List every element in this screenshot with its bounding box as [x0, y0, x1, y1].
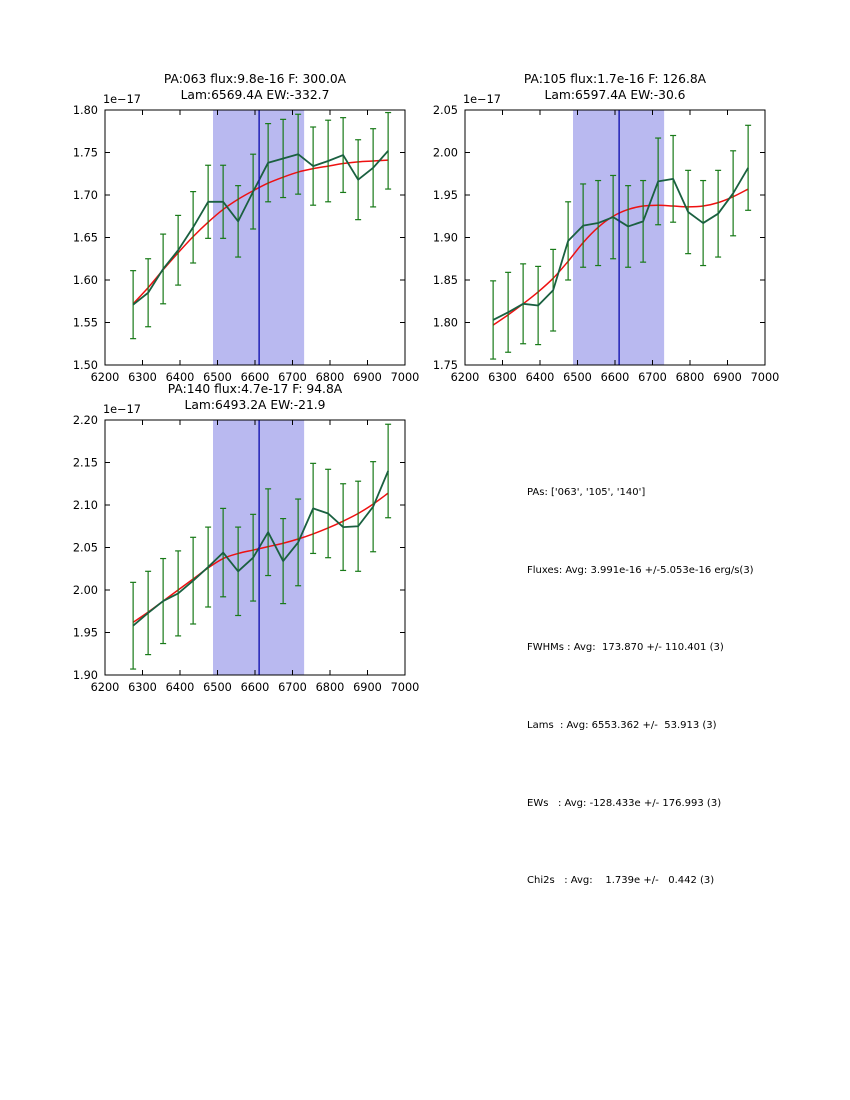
y-tick-label: 1.85	[432, 274, 458, 287]
x-tick-label: 6800	[675, 371, 705, 384]
x-tick-label: 6600	[600, 371, 630, 384]
x-tick-label: 6300	[488, 371, 517, 384]
subplot-pa063-chart	[40, 60, 435, 390]
y-tick-label: 2.05	[72, 541, 98, 555]
subplot-title-line1: PA:105 flux:1.7e-16 F: 126.8A	[523, 72, 707, 86]
summary-line-chi2s: Chi2s : Avg: 1.739e +/- 0.442 (3)	[527, 875, 715, 887]
x-tick-label: 6800	[315, 371, 345, 384]
y-tick-label: 1.75	[432, 359, 458, 372]
y-tick-label: 2.05	[432, 104, 458, 117]
x-tick-label: 6400	[525, 371, 555, 384]
x-tick-label: 6500	[563, 371, 592, 384]
y-tick-label: 2.00	[72, 584, 98, 597]
x-tick-label: 7000	[750, 371, 780, 384]
y-tick-label: 1.95	[72, 626, 98, 640]
y-tick-label: 1.95	[432, 189, 458, 202]
y-tick-label: 1.80	[72, 104, 98, 117]
y-tick-label: 1.90	[72, 669, 98, 682]
y-tick-label: 2.00	[432, 146, 458, 160]
y-tick-label: 1.60	[72, 274, 98, 287]
summary-line-pas: PAs: ['063', '105', '140']	[527, 486, 646, 498]
x-tick-label: 6800	[315, 681, 345, 694]
x-tick-label: 6500	[203, 681, 232, 694]
x-tick-label: 6700	[278, 371, 307, 384]
y-tick-label: 2.20	[72, 414, 98, 427]
x-tick-label: 7000	[390, 681, 420, 694]
x-tick-label: 6700	[638, 371, 667, 384]
x-tick-label: 6900	[353, 371, 382, 384]
y-tick-label: 1.90	[432, 231, 458, 245]
x-tick-label: 6600	[240, 681, 270, 694]
y-tick-label: 1.70	[72, 189, 98, 202]
y-tick-label: 1.65	[72, 231, 98, 245]
summary-line-fluxes: Fluxes: Avg: 3.991e-16 +/-5.053e-16 erg/s(3)	[527, 564, 754, 576]
summary-line-ews: EWs : Avg: -128.433e +/- 176.993 (3)	[527, 797, 722, 809]
y-tick-label: 1.75	[72, 146, 98, 160]
x-tick-label: 6400	[165, 371, 195, 384]
subplot-title-line1: PA:063 flux:9.8e-16 F: 300.0A	[163, 72, 347, 86]
summary-line-lams: Lams : Avg: 6553.362 +/- 53.913 (3)	[527, 719, 717, 731]
axis-offset-label: 1e−17	[103, 93, 141, 106]
y-tick-label: 2.15	[72, 456, 98, 470]
x-tick-label: 6200	[90, 681, 120, 694]
summary-panel	[527, 428, 754, 946]
y-tick-label: 2.10	[72, 499, 98, 512]
y-tick-label: 1.80	[432, 316, 458, 330]
y-tick-label: 1.55	[72, 316, 98, 330]
x-tick-label: 6600	[240, 371, 270, 384]
subplot-title-line1: PA:140 flux:4.7e-17 F: 94.8A	[167, 382, 343, 396]
x-tick-label: 6200	[90, 371, 120, 384]
x-tick-label: 6900	[713, 371, 742, 384]
x-tick-label: 6200	[450, 371, 480, 384]
subplot-pa105-chart	[400, 60, 795, 390]
x-tick-label: 6400	[165, 681, 195, 694]
x-tick-label: 6300	[128, 681, 157, 694]
x-tick-label: 6900	[353, 681, 382, 694]
x-tick-label: 6500	[203, 371, 232, 384]
x-tick-label: 6300	[128, 371, 157, 384]
subplot-title-line2: Lam:6597.4A EW:-30.6	[544, 88, 686, 102]
axis-offset-label: 1e−17	[463, 93, 501, 106]
subplot-pa140-chart	[40, 370, 435, 700]
subplot-title-line2: Lam:6493.2A EW:-21.9	[184, 398, 326, 412]
x-tick-label: 6700	[278, 681, 307, 694]
subplot-title-line2: Lam:6569.4A EW:-332.7	[180, 88, 330, 102]
x-tick-label: 7000	[390, 371, 420, 384]
y-tick-label: 1.50	[72, 359, 98, 372]
axis-offset-label: 1e−17	[103, 403, 141, 416]
summary-line-fwhms: FWHMs : Avg: 173.870 +/- 110.401 (3)	[527, 642, 724, 654]
